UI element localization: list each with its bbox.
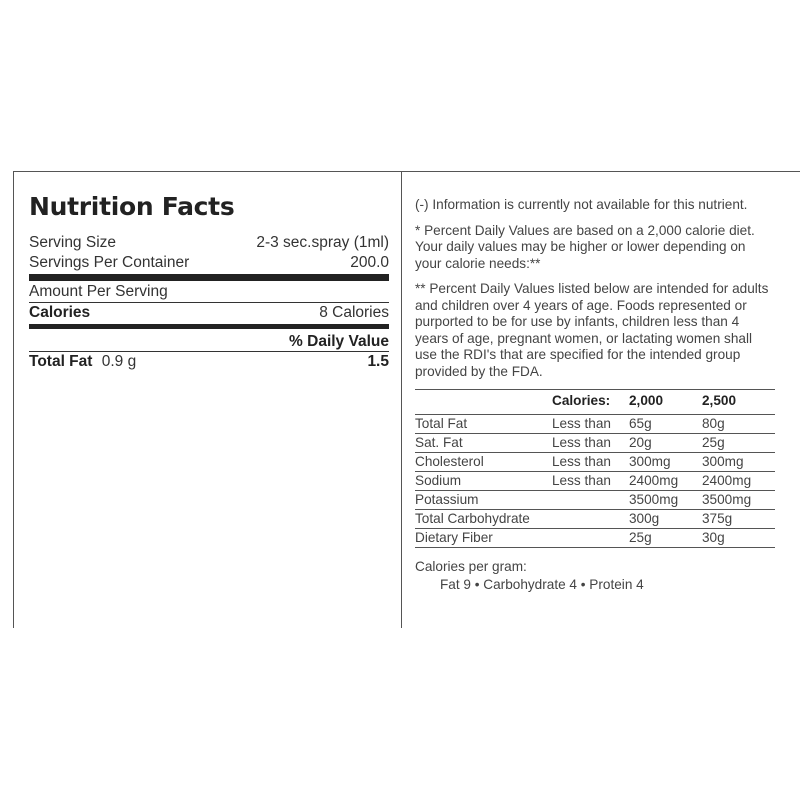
table-row	[415, 452, 775, 471]
table-cell: 2400mg	[702, 472, 752, 488]
medium-rule	[29, 324, 389, 329]
table-header-cell: 2,000	[629, 393, 664, 408]
calories-per-gram-label: Calories per gram:	[415, 558, 527, 574]
calories-value: 8 Calories	[319, 304, 389, 321]
table-cell: 80g	[702, 415, 725, 431]
table-header-cell: Calories:	[552, 393, 611, 408]
servings-per-container-label: Servings Per Container	[29, 254, 190, 271]
calories-label: Calories	[29, 304, 91, 321]
table-cell: 300mg	[629, 453, 671, 469]
table-row	[415, 471, 775, 490]
table-cell: 375g	[702, 510, 733, 526]
table-cell: 300mg	[702, 453, 744, 469]
daily-value-header: % Daily Value	[289, 333, 389, 350]
table-cell: 25g	[629, 529, 652, 545]
table-cell: 3500mg	[702, 491, 752, 507]
total-fat-daily-value: 1.5	[367, 353, 389, 370]
table-cell: 25g	[702, 434, 725, 450]
nutrition-facts-title: Nutrition Facts	[29, 192, 235, 221]
calories-row	[29, 303, 389, 323]
table-cell: Total Carbohydrate	[415, 510, 530, 526]
not-available-note: (-) Information is currently not available for this nutrient.	[415, 197, 748, 212]
table-header-cell	[415, 390, 552, 415]
serving-size-label: Serving Size	[29, 234, 117, 251]
servings-per-container-value: 200.0	[350, 254, 389, 271]
table-cell	[552, 490, 629, 509]
percent-daily-values-note: * Percent Daily Values are based on a 2,000 calorie diet. Your daily values may be higher or lower depending on your calorie needs:**	[415, 222, 755, 271]
table-cell: Sat. Fat	[415, 434, 463, 450]
table-cell	[552, 509, 629, 528]
serving-size-row	[29, 233, 389, 253]
table-row	[415, 490, 775, 509]
table-row	[415, 414, 775, 433]
total-fat-label: Total Fat	[29, 353, 93, 370]
table-cell: Less than	[552, 434, 611, 450]
table-header-cell: 2,500	[702, 393, 737, 408]
calories-per-gram-values: Fat 9 • Carbohydrate 4 • Protein 4	[440, 576, 644, 592]
nutrition-facts-label	[29, 190, 389, 372]
thick-rule	[29, 274, 389, 281]
table-cell: 300g	[629, 510, 660, 526]
table-cell: Potassium	[415, 491, 479, 507]
table-cell: Less than	[552, 472, 611, 488]
total-fat-amount: 0.9 g	[101, 353, 137, 370]
servings-per-container-row	[29, 253, 389, 273]
table-cell: Sodium	[415, 472, 462, 488]
panel-divider	[401, 171, 402, 628]
amount-per-serving	[29, 282, 389, 302]
serving-size-value: 2-3 sec.spray (1ml)	[256, 234, 389, 251]
rdi-note: ** Percent Daily Values listed below are intended for adults and children over 4 years of age. Foods represented or purported to be for use by infants, children less than 4 years of age, pregnant women, or lactating women shall use the RDI's that are specified for the intended group provided by the FDA.	[415, 281, 769, 379]
notes-section	[415, 197, 775, 594]
table-cell: Dietary Fiber	[415, 529, 493, 545]
table-cell: 20g	[629, 434, 652, 450]
total-fat-row	[29, 352, 389, 372]
calories-per-gram	[415, 558, 775, 594]
table-row	[415, 433, 775, 452]
table-cell: 30g	[702, 529, 725, 545]
amount-per-serving-label: Amount Per Serving	[29, 283, 168, 300]
table-cell	[552, 528, 629, 547]
table-header-row	[415, 390, 775, 415]
table-cell: 2400mg	[629, 472, 679, 488]
table-cell: 65g	[629, 415, 652, 431]
table-cell: Total Fat	[415, 415, 468, 431]
table-row	[415, 509, 775, 528]
table-cell: 3500mg	[629, 491, 679, 507]
table-cell: Cholesterol	[415, 453, 484, 469]
table-cell: Less than	[552, 415, 611, 431]
table-cell: Less than	[552, 453, 611, 469]
daily-values-table	[415, 389, 775, 548]
table-row	[415, 528, 775, 547]
